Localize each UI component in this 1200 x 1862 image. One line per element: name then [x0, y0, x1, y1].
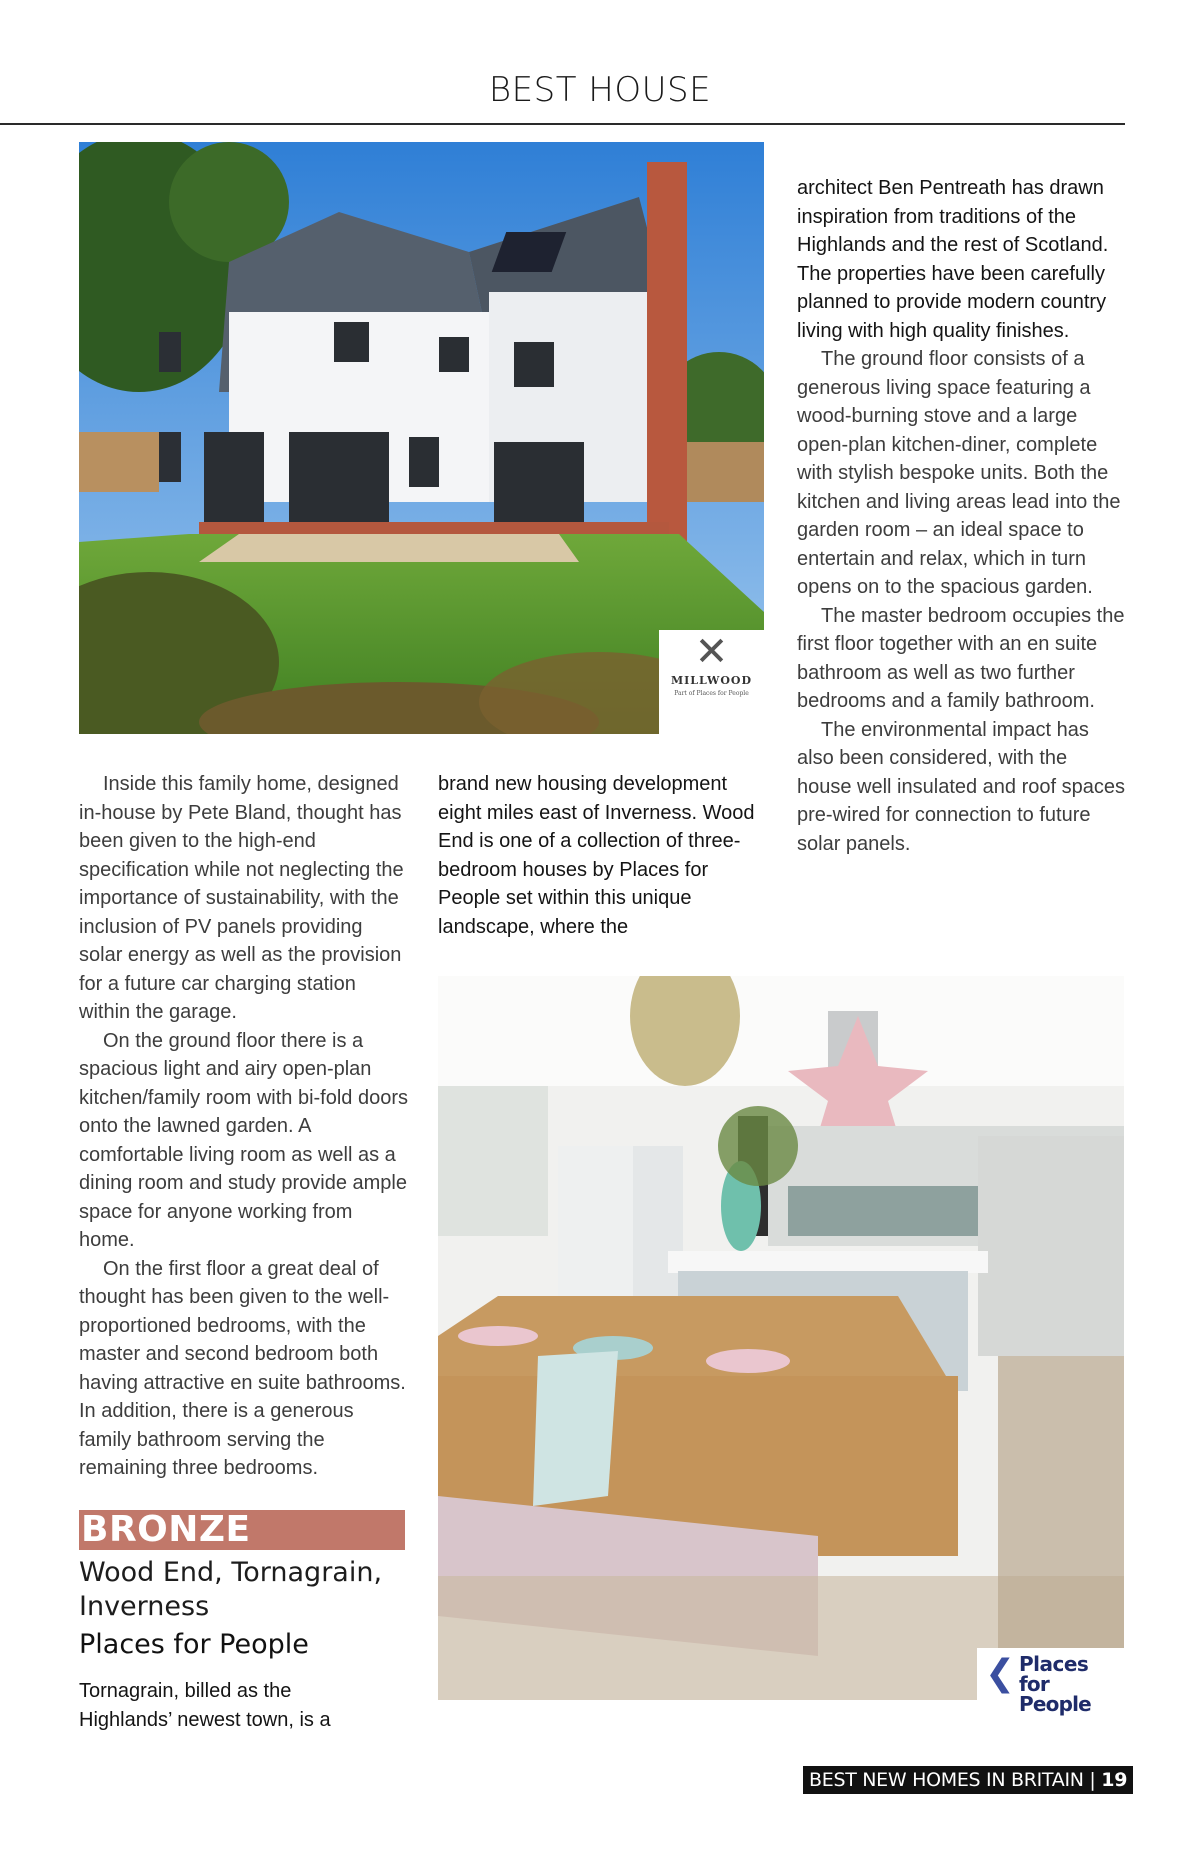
section-title: BEST HOUSE — [488, 70, 712, 110]
paragraph: The master bedroom occupies the first floor together with an en suite bathroom as well as two further bedrooms and a family bathroom. — [797, 604, 1125, 712]
article-column-2 — [438, 770, 758, 941]
page-footer — [803, 1766, 1133, 1794]
footer-separator: | — [1089, 1769, 1096, 1791]
paragraph: On the ground floor there is a spacious light and airy open-plan kitchen/family room with bi-fold doors onto the lawned garden. A comfortable living room as well as a dining room and study provide ample space for anyone working from home. — [79, 1029, 409, 1251]
millwood-logo — [659, 630, 764, 734]
places-logo-line2: for People — [1019, 1672, 1091, 1716]
windmill-icon: ✕ — [694, 629, 729, 675]
kitchen-dining-photo — [438, 976, 1124, 1700]
article-column-1 — [79, 770, 409, 1483]
award-intro — [79, 1677, 379, 1734]
paragraph: architect Ben Pentreath has drawn inspiration from traditions of the Highlands and the rest of Scotland. The properties have been carefully planned to provide modern country living with high quality finishes. — [797, 177, 1109, 342]
millwood-logo-text: MILLWOOD — [670, 674, 753, 687]
paragraph: On the first floor a great deal of thought has been given to the well-proportioned bedrooms, with the master and second bedroom both having attractive en suite bathrooms. In addition, there is a generous family bathroom serving the remaining three bedrooms. — [79, 1257, 406, 1479]
paragraph: The environmental impact has also been considered, with the house well insulated and roof spaces pre-wired for connection to future solar panels. — [797, 718, 1125, 855]
award-location: Wood End, Tornagrain, Inverness — [79, 1557, 383, 1622]
places-logo-icon: ❮ — [985, 1653, 1016, 1694]
page-number: 19 — [1101, 1769, 1128, 1791]
millwood-logo-subtext: Part of Places for People — [674, 690, 749, 697]
paragraph: brand new housing development eight miles east of Inverness. Wood End is one of a collection of three-bedroom houses by Places for People set within this unique landscape, where the — [438, 773, 755, 938]
places-logo-line1: Places — [1019, 1652, 1089, 1676]
award-company: Places for People — [79, 1629, 309, 1660]
places-for-people-logo — [977, 1648, 1124, 1716]
paragraph: The ground floor consists of a generous living space featuring a wood-burning stove and a large open-plan kitchen-diner, complete with stylish bespoke units. Both the kitchen and living areas lead into the garden room – an ideal space to entertain and relax, which in turn opens on to the spacious garden. — [797, 348, 1121, 598]
paragraph: Tornagrain, billed as the Highlands’ newest town, is a — [79, 1680, 331, 1731]
paragraph: Inside this family home, designed in-house by Pete Bland, thought has been given to the high-end specification while not neglecting the importance of sustainability, with the inclusion of PV panels providing solar energy as well as the provision for a future car charging station within the garage. — [79, 773, 404, 1023]
title-rule — [0, 123, 1125, 125]
article-column-3 — [797, 174, 1127, 858]
publication-name: BEST NEW HOMES IN BRITAIN — [809, 1769, 1084, 1791]
award-badge: BRONZE — [79, 1510, 405, 1550]
